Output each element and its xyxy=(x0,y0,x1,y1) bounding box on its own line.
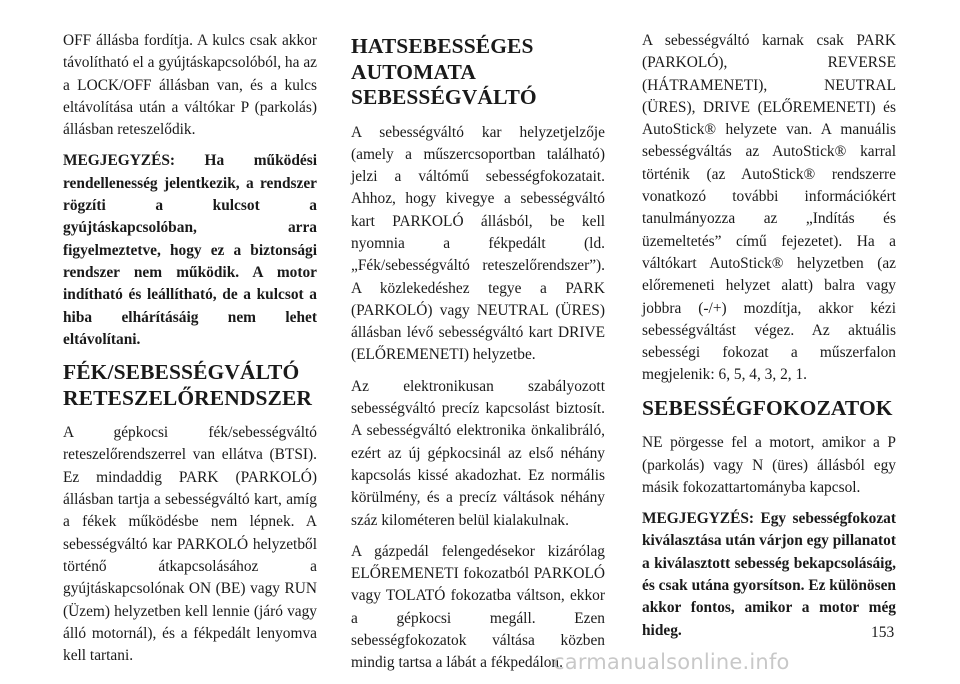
paragraph-engine-rev: NE pörgesse fel a motort, amikor a P (parkolás) vagy N (üres) állásból egy másik fokozattartományba kapcsol. xyxy=(642,434,896,496)
heading-gear-ranges: SEBESSÉGFOKOZATOK xyxy=(642,395,893,420)
paragraph-btsi: A gépkocsi fék/sebességváltó reteszelőrendszerrel van ellátva (BTSI). Ez mindaddig PARK (PARKOLÓ) állásban tartja a sebességváltó kart, amíg a fékek működésbe nem lépnek. A sebességváltó kar PARKOLÓ helyzetből történő átkapcsolásához a gyújtáskapcsolónak ON (BE) vagy RUN (Üzem) helyzetben kell lennie (járó vagy álló motornál), és a fékpedált lenyomva kell tartani. xyxy=(63,424,317,665)
paragraph-shift-caution: A gázpedál felengedésekor kizárólag ELŐREMENETI fokozatból PARKOLÓ vagy TOLATÓ fokozatba váltson, ekkor a gépkocsi megáll. Ezen sebességfokozatok váltása közben mindig tartsa a lábát a fékpedálon. xyxy=(351,542,605,672)
note-key-lock: MEGJEGYZÉS: Ha működési rendellenesség jelentkezik, a rendszer rögzíti a kulcsot a gyújtáskapcsolóban, arra figyelmeztetve, hogy ez a biztonsági rendszer nem működik. A motor indítható és leállítható, de a kulcsot a hiba elhárításáig nem lehet eltávolítani. xyxy=(63,152,317,348)
note-gear-engage: MEGJEGYZÉS: Egy sebességfokozat kiválasztása után várjon egy pillanatot a kiválasztott sebesség bekapcsolásáig, és csak utána gyorsítson. Ez különösen akkor fontos, amikor a motor még hideg. xyxy=(642,510,896,639)
paragraph-key-removal: OFF állásba fordítja. A kulcs csak akkor távolítható el a gyújtáskapcsolóból, ha az a LOCK/OFF állásban van, és a kulcs eltávolítása után a váltókar P (parkolás) állásban reteszelődik. xyxy=(63,32,317,139)
paragraph-autostick: A sebességváltó karnak csak PARK (PARKOLÓ), REVERSE (HÁTRAMENETI), NEUTRAL (ÜRES), DRIVE (ELŐREMENETI) és AutoStick® helyzete van. A manuális sebességváltás az AutoStick® karral történik (az AutoStick® rendszerre vonatkozó további információkért tanulmányozza az „Indítás és üzemeltetés” című fejezetet). Ha a váltókart AutoStick® helyzetben (az előremeneti helyzet alatt) balra vagy jobbra (-/+) mozdítja, akkor kézi sebességváltást végez. Az aktuális sebességi fokozat a műszerfalon megjelenik: 6, 5, 4, 3, 2, 1. xyxy=(642,32,896,384)
page-number: 153 xyxy=(871,624,895,641)
column-middle xyxy=(351,30,605,684)
paragraph-electronic-control: Az elektronikusan szabályozott sebességváltó precíz kapcsolást biztosít. A sebességváltó elektronika önkalibráló, ezért az új gépkocsinál az első néhány kapcsolás kissé akadozhat. Ez normális körülmény, és a precíz váltások néhány száz kilométeren belül kialakulnak. xyxy=(351,377,605,529)
column-right xyxy=(642,30,896,651)
heading-six-speed-automatic: HATSEBESSÉGES AUTOMATA SEBESSÉGVÁLTÓ xyxy=(351,34,537,109)
heading-btsi: FÉK/SEBESSÉGVÁLTÓ RETESZELŐRENDSZER xyxy=(63,360,313,410)
paragraph-shift-indicator: A sebességváltó kar helyzetjelzője (amely a műszercsoportban található) jelzi a váltómű sebességfokozatait. Ahhoz, hogy kivegye a sebességváltó kart PARKOLÓ állásból, be kell nyomnia a fékpedált (ld. „Fék/sebességváltó reteszelőrendszer”). A közlekedéshez tegye a PARK (PARKOLÓ) vagy NEUTRAL (ÜRES) állásban lévő sebességváltó kart DRIVE (ELŐREMENETI) helyzetbe. xyxy=(351,123,605,364)
watermark: carmanualsonline.info xyxy=(553,650,790,674)
column-left xyxy=(63,30,317,676)
